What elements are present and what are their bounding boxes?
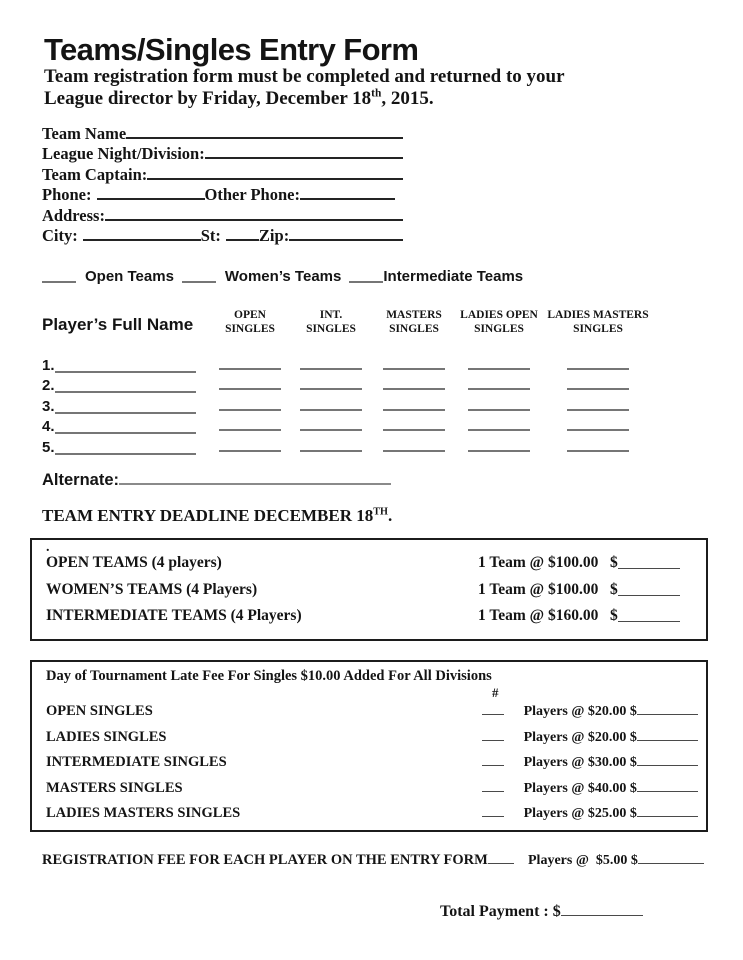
ladies-singles-count-input[interactable] (482, 727, 504, 741)
intermediate-teams-fee-row (46, 607, 694, 625)
registration-fee-label: REGISTRATION FEE FOR EACH PLAYER ON THE ENTRY FORM (42, 852, 488, 868)
singles-mark-input[interactable] (219, 364, 281, 370)
open-teams-fee-amount: $ (610, 554, 680, 572)
intermediate-teams-amount-input[interactable] (618, 608, 680, 622)
deadline-heading: TEAM ENTRY DEADLINE DECEMBER 18TH. (42, 506, 393, 525)
open-singles-rate: Players @ $20.00 $ (523, 704, 637, 719)
stray-dot: . (46, 540, 50, 555)
intermediate-teams-count-input[interactable] (349, 268, 383, 283)
ladies-masters-singles-rate: Players @ $25.00 $ (523, 806, 637, 821)
singles-mark-input[interactable] (383, 384, 445, 390)
state-input[interactable] (226, 226, 259, 241)
ladies-masters-singles-row (46, 803, 698, 822)
ladies-masters-singles-amount-input[interactable] (637, 803, 698, 817)
phone-input[interactable] (97, 185, 205, 200)
singles-mark-input[interactable] (383, 446, 445, 452)
open-teams-fee-label: OPEN TEAMS (4 players) (46, 554, 222, 571)
player-number: 4. (42, 418, 55, 436)
city-state-zip-row (42, 226, 403, 246)
singles-mark-input[interactable] (383, 425, 445, 431)
open-teams-amount-input[interactable] (618, 555, 680, 569)
team-name-row (42, 124, 403, 144)
address-row (42, 206, 403, 226)
team-captain-input[interactable] (147, 165, 403, 180)
womens-teams-fee-amount: $ (610, 581, 680, 599)
other-phone-input[interactable] (300, 185, 395, 200)
singles-mark-input[interactable] (567, 425, 629, 431)
singles-mark-input[interactable] (468, 446, 530, 452)
open-singles-row (46, 701, 698, 720)
singles-mark-input[interactable] (468, 384, 530, 390)
team-captain-label: Team Captain: (42, 164, 148, 184)
singles-mark-input[interactable] (383, 405, 445, 411)
player-row-4 (42, 414, 662, 435)
player-row-5 (42, 434, 662, 455)
page-title: Teams/Singles Entry Form (44, 32, 419, 67)
womens-teams-label: Women’s Teams (224, 268, 342, 285)
singles-mark-input[interactable] (300, 425, 362, 431)
zip-label: Zip: (258, 225, 290, 245)
singles-mark-input[interactable] (567, 364, 629, 370)
team-name-label: Team Name (42, 124, 127, 143)
player-row-3 (42, 393, 662, 414)
open-teams-count-input[interactable] (42, 268, 76, 283)
player-number: 1. (42, 356, 55, 374)
alternate-row (42, 470, 391, 490)
ladies-singles-label: LADIES SINGLES (46, 728, 167, 745)
players-table-header (42, 294, 662, 336)
col-open-singles: OPEN SINGLES (225, 309, 275, 335)
subtitle-line-1: Team registration form must be completed and returned to your (44, 66, 565, 87)
masters-singles-row (46, 778, 698, 797)
singles-mark-input[interactable] (468, 405, 530, 411)
player-number: 5. (42, 438, 55, 456)
state-label: St: (200, 225, 221, 245)
player-number: 3. (42, 397, 55, 415)
singles-mark-input[interactable] (300, 446, 362, 452)
open-singles-count-input[interactable] (482, 701, 504, 715)
team-info-section (42, 124, 403, 246)
intermediate-singles-amount-input[interactable] (637, 752, 698, 766)
registration-fee-row (42, 850, 708, 869)
womens-teams-fee-label: WOMEN’S TEAMS (4 Players) (46, 580, 258, 598)
ladies-singles-amount-input[interactable] (637, 727, 698, 741)
page-subtitle (44, 66, 664, 109)
open-teams-fee-row (46, 554, 694, 572)
ladies-singles-row (46, 727, 698, 746)
count-column-header: # (492, 685, 499, 700)
singles-mark-input[interactable] (219, 425, 281, 431)
ladies-masters-singles-label: LADIES MASTERS SINGLES (46, 805, 241, 821)
womens-teams-amount-input[interactable] (618, 582, 680, 596)
city-input[interactable] (83, 226, 201, 241)
singles-mark-input[interactable] (383, 364, 445, 370)
singles-mark-input[interactable] (300, 405, 362, 411)
singles-mark-input[interactable] (219, 405, 281, 411)
womens-teams-fee-row (46, 581, 694, 599)
intermediate-teams-label: Intermediate Teams (383, 268, 524, 285)
phone-label: Phone: (42, 185, 92, 205)
intermediate-teams-fee-rate: 1 Team @ $160.00 (478, 607, 599, 624)
team-name-input[interactable] (126, 124, 403, 139)
intermediate-singles-label: INTERMEDIATE SINGLES (46, 754, 227, 770)
singles-mark-input[interactable] (567, 384, 629, 390)
alternate-name-input[interactable] (119, 470, 391, 485)
masters-singles-rate: Players @ $40.00 $ (523, 780, 637, 796)
subtitle-line-2: League director by Friday, December 18th, 2015. (44, 87, 434, 109)
open-teams-fee-rate: 1 Team @ $100.00 (478, 554, 599, 571)
col-masters-singles: MASTERS SINGLES (386, 309, 442, 335)
team-type-section (42, 268, 531, 285)
phone-row (42, 185, 395, 205)
open-singles-amount-input[interactable] (637, 701, 698, 715)
womens-teams-fee-rate: 1 Team @ $100.00 (478, 580, 599, 598)
team-fees-box (30, 538, 708, 641)
col-ladies-masters-singles: LADIES MASTERS SINGLES (547, 309, 649, 335)
players-rows (42, 352, 662, 455)
masters-singles-label: MASTERS SINGLES (46, 779, 183, 796)
singles-mark-input[interactable] (219, 384, 281, 390)
masters-singles-count-input[interactable] (482, 778, 504, 792)
masters-singles-amount-input[interactable] (637, 778, 698, 792)
other-phone-label: Other Phone: (204, 185, 300, 205)
registration-count-input[interactable] (488, 850, 514, 864)
registration-amount-input[interactable] (638, 850, 704, 864)
players-table (42, 294, 662, 455)
singles-mark-input[interactable] (468, 364, 530, 370)
player-number: 2. (42, 377, 55, 395)
city-label: City: (42, 225, 78, 245)
womens-teams-count-input[interactable] (182, 268, 216, 283)
league-night-label: League Night/Division: (42, 144, 205, 164)
col-int-singles: INT. SINGLES (306, 309, 356, 335)
player-row-1 (42, 352, 662, 373)
ladies-masters-singles-count-input[interactable] (482, 803, 504, 817)
intermediate-singles-rate: Players @ $30.00 $ (523, 755, 637, 770)
singles-mark-input[interactable] (300, 384, 362, 390)
intermediate-singles-count-input[interactable] (482, 752, 504, 766)
singles-mark-input[interactable] (300, 364, 362, 370)
registration-fee-rate: Players @ $5.00 $ (528, 853, 638, 868)
open-singles-label: OPEN SINGLES (46, 703, 153, 719)
players-name-header: Player’s Full Name (42, 315, 194, 334)
col-ladies-open-singles: LADIES OPEN SINGLES (460, 309, 538, 335)
address-input[interactable] (105, 206, 403, 221)
player-row-2 (42, 373, 662, 394)
late-fee-note: Day of Tournament Late Fee For Singles $10.00 Added For All Divisions (46, 668, 492, 684)
total-payment-label: Total Payment : $ (440, 903, 561, 920)
singles-mark-input[interactable] (567, 446, 629, 452)
intermediate-teams-fee-amount: $ (610, 607, 680, 625)
total-payment-row (440, 902, 643, 921)
team-captain-row (42, 165, 403, 185)
league-night-input[interactable] (205, 144, 403, 159)
singles-fees-box (30, 660, 708, 832)
intermediate-teams-fee-label: INTERMEDIATE TEAMS (4 Players) (46, 607, 302, 624)
singles-mark-input[interactable] (468, 425, 530, 431)
player-name-input[interactable] (55, 449, 196, 455)
singles-mark-input[interactable] (219, 446, 281, 452)
zip-input[interactable] (289, 226, 403, 241)
intermediate-singles-row (46, 752, 698, 771)
alternate-label: Alternate: (42, 471, 120, 489)
singles-mark-input[interactable] (567, 405, 629, 411)
league-night-row (42, 144, 403, 164)
ladies-singles-rate: Players @ $20.00 $ (523, 729, 637, 745)
total-payment-input[interactable] (561, 902, 643, 916)
open-teams-label: Open Teams (85, 268, 174, 285)
address-label: Address: (42, 205, 105, 225)
